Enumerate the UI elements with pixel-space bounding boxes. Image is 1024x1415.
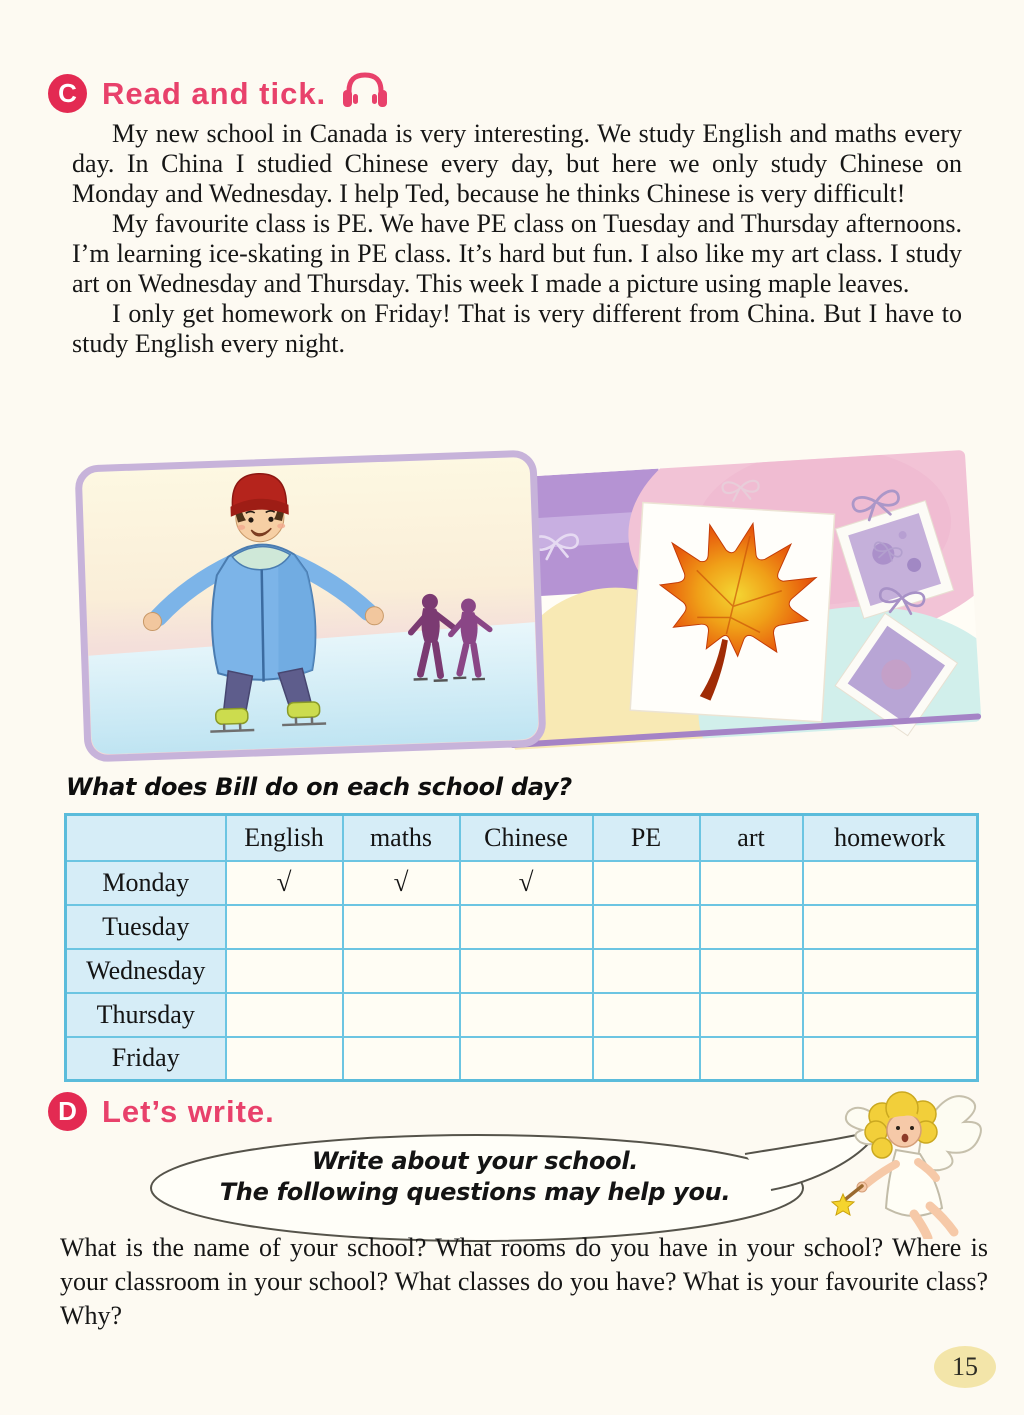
schedule-table [64,813,979,1082]
schedule-cell [226,949,343,993]
schedule-cell [460,1037,593,1081]
ice-skating-illustration [73,448,548,764]
headphones-icon [340,70,390,117]
bubble-line: Write about your school. [311,1147,639,1175]
schedule-cell-ticked: √ [343,861,460,905]
bubble-text [165,1146,785,1208]
table-row [66,861,978,905]
table-header-row [66,815,978,861]
table-row [66,949,978,993]
section-c-badge-icon: C [48,74,87,113]
table-row [66,905,978,949]
schedule-cell [803,905,978,949]
schedule-cell [700,949,803,993]
schedule-cell [803,861,978,905]
column-header: Chinese [460,815,593,861]
schedule-cell [460,905,593,949]
section-d-title: Let’s write. [102,1093,275,1129]
row-header-day: Thursday [66,993,226,1037]
schedule-cell [593,1037,700,1081]
writing-questions: What is the name of your school? What rooms do you have in your school? Where is your classroom in your school? What classes do you have? What is your favourite class? Why? [60,1233,988,1330]
question-heading: What does Bill do on each school day? [66,773,572,801]
passage-paragraph: I only get homework on Friday! That is very different from China. But I have to study English every night. [72,299,962,358]
passage-paragraph: My favourite class is PE. We have PE class on Tuesday and Thursday afternoons. I’m learning ice-skating in PE class. It’s hard but fun. I also like my art class. I study art on Wednesday and Thursday. This week I made a picture using maple leaves. [72,209,962,298]
page-number: 15 [934,1346,996,1388]
schedule-cell-ticked: √ [460,861,593,905]
row-header-day: Monday [66,861,226,905]
schedule-cell [343,905,460,949]
passage-paragraph: My new school in Canada is very interesting. We study English and maths every day. In China I studied Chinese every day, but here we only study Chinese on Monday and Wednesday. I help Ted, because he thinks Chinese is very difficult! [72,119,962,208]
schedule-cell [700,1037,803,1081]
row-header-day: Tuesday [66,905,226,949]
schedule-cell [226,1037,343,1081]
schedule-cell [700,993,803,1037]
column-header: homework [803,815,978,861]
schedule-cell [343,949,460,993]
schedule-cell [226,993,343,1037]
angel-illustration [826,1074,996,1239]
schedule-cell [593,861,700,905]
row-header-day: Wednesday [66,949,226,993]
schedule-cell [343,1037,460,1081]
schedule-cell [803,949,978,993]
section-d-badge-icon: D [48,1092,87,1131]
section-d-header [48,1092,275,1131]
row-header-day: Friday [66,1037,226,1081]
section-c-header [48,70,390,117]
schedule-cell [700,861,803,905]
column-header [66,815,226,861]
schedule-cell [593,949,700,993]
schedule-cell [460,949,593,993]
schedule-cell [593,905,700,949]
schedule-cell [700,905,803,949]
column-header: maths [343,815,460,861]
column-header: English [226,815,343,861]
reading-passage [72,119,962,359]
schedule-cell [343,993,460,1037]
schedule-cell-ticked: √ [226,861,343,905]
section-c-title: Read and tick. [102,75,327,111]
column-header: art [700,815,803,861]
schedule-cell [803,993,978,1037]
maple-leaf-collage-illustration [498,448,1010,778]
schedule-cell [593,993,700,1037]
schedule-cell [226,905,343,949]
schedule-cell [460,993,593,1037]
column-header: PE [593,815,700,861]
bubble-line: The following questions may help you. [219,1178,731,1206]
table-row [66,993,978,1037]
